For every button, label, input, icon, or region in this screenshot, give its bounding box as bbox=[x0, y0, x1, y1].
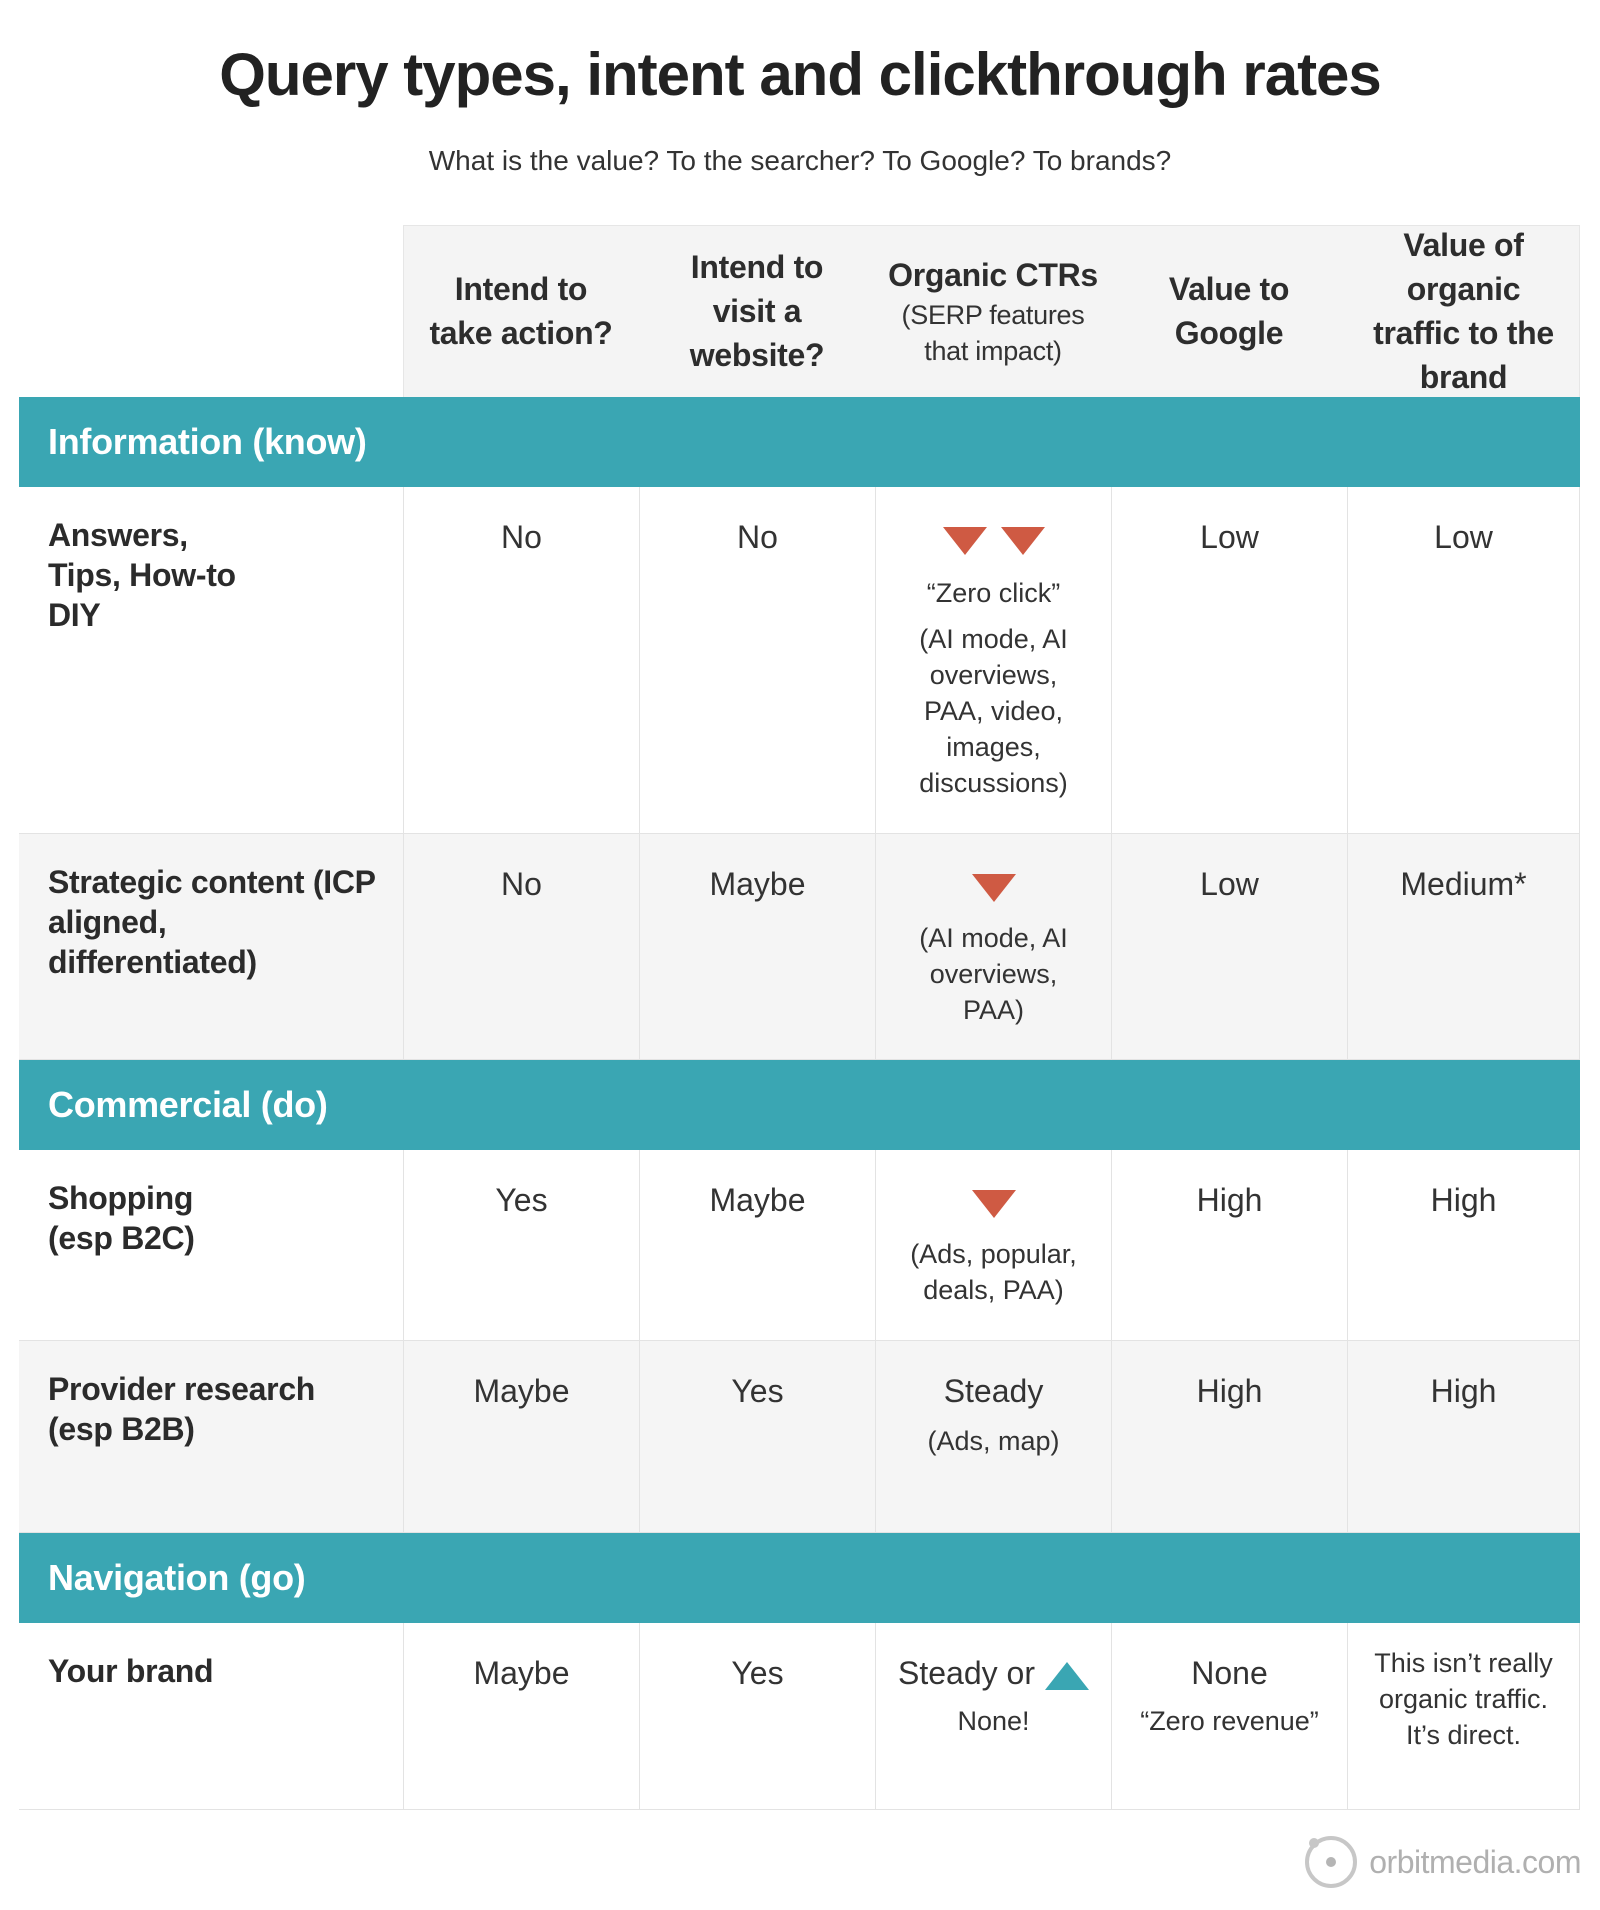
ctr-note: (AI mode, AI overviews, PAA) bbox=[919, 923, 1068, 1025]
col-header-title: Value to Google bbox=[1168, 271, 1290, 351]
ctr-note: (Ads, map) bbox=[927, 1426, 1060, 1456]
cell-value: High bbox=[1196, 1182, 1263, 1218]
cell-visit-website bbox=[639, 487, 875, 833]
table-row bbox=[19, 1341, 1580, 1533]
row-label-text: Strategic content (ICP aligned, differentiated) bbox=[48, 864, 376, 980]
cell-value: Maybe bbox=[709, 1182, 806, 1218]
col-header-title: Organic CTRs bbox=[888, 257, 1098, 293]
cell-visit-website bbox=[639, 1150, 875, 1340]
row-label bbox=[19, 834, 403, 1059]
cell-value: Medium* bbox=[1400, 866, 1527, 902]
cell-value: Yes bbox=[731, 1373, 784, 1409]
cell-value: None bbox=[1191, 1655, 1268, 1691]
cell-value: Maybe bbox=[473, 1373, 570, 1409]
cell-value: No bbox=[501, 519, 542, 555]
down-arrow-icon bbox=[972, 874, 1016, 902]
col-header-value-google bbox=[1111, 225, 1347, 397]
cell-value-brand bbox=[1347, 834, 1580, 1059]
col-header-title: Intend to take action? bbox=[429, 271, 613, 351]
ctr-label: Steady bbox=[943, 1373, 1044, 1409]
logo-text: orbitmedia.com bbox=[1369, 1843, 1581, 1880]
cell-note: “Zero revenue” bbox=[1140, 1706, 1319, 1736]
row-label-text: Answers, Tips, How-to DIY bbox=[48, 517, 236, 633]
ctr-label: “Zero click” bbox=[926, 578, 1061, 608]
cell-value-brand bbox=[1347, 1150, 1580, 1340]
cell-value: High bbox=[1196, 1373, 1263, 1409]
down-arrow-icon bbox=[943, 527, 987, 555]
ctr-note: (AI mode, AI overviews, PAA, video, images, discussions) bbox=[919, 624, 1068, 798]
table-row bbox=[19, 834, 1580, 1060]
up-arrow-icon bbox=[1045, 1662, 1089, 1690]
cell-organic-ctr bbox=[875, 834, 1111, 1059]
page-title: Query types, intent and clickthrough rates bbox=[219, 41, 1381, 108]
cell-value-google bbox=[1111, 487, 1347, 833]
row-label bbox=[19, 1150, 403, 1340]
cell-organic-ctr bbox=[875, 1341, 1111, 1532]
down-arrow-icon bbox=[1001, 527, 1045, 555]
row-label-text: Shopping (esp B2C) bbox=[48, 1180, 195, 1256]
cell-value-google bbox=[1111, 1623, 1347, 1809]
cell-value: High bbox=[1430, 1373, 1497, 1409]
section-information: Information (know) bbox=[19, 397, 1580, 487]
ctr-trend bbox=[972, 1190, 1016, 1220]
ctr-note: None! bbox=[957, 1706, 1030, 1736]
section-commercial: Commercial (do) bbox=[19, 1060, 1580, 1150]
intent-table bbox=[19, 225, 1580, 1810]
col-header-value-brand bbox=[1347, 225, 1580, 397]
col-header-subtitle: (SERP features that impact) bbox=[901, 300, 1085, 366]
cell-visit-website bbox=[639, 1341, 875, 1532]
cell-value-google bbox=[1111, 1150, 1347, 1340]
ctr-trend bbox=[943, 527, 1045, 557]
cell-organic-ctr bbox=[875, 1623, 1111, 1809]
cell-value-brand bbox=[1347, 1341, 1580, 1532]
col-header-title: Value of organic traffic to the brand bbox=[1373, 227, 1554, 395]
col-header-visit-website bbox=[639, 225, 875, 397]
ctr-trend bbox=[972, 874, 1016, 904]
ctr-label: Steady or bbox=[898, 1655, 1035, 1691]
cell-value: Low bbox=[1200, 519, 1259, 555]
cell-value-google bbox=[1111, 1341, 1347, 1532]
cell-organic-ctr bbox=[875, 1150, 1111, 1340]
cell-value: Maybe bbox=[709, 866, 806, 902]
cell-take-action bbox=[403, 1623, 639, 1809]
col-header-take-action bbox=[403, 225, 639, 397]
row-label bbox=[19, 1341, 403, 1532]
orbitmedia-logo bbox=[1305, 1836, 1581, 1888]
orbit-logo-icon bbox=[1305, 1836, 1357, 1888]
col-header-organic-ctrs bbox=[875, 225, 1111, 397]
cell-value: This isn’t really organic traffic. It’s direct. bbox=[1374, 1648, 1553, 1750]
row-label-text: Your brand bbox=[48, 1653, 214, 1689]
cell-organic-ctr bbox=[875, 487, 1111, 833]
row-label bbox=[19, 1623, 403, 1809]
cell-visit-website bbox=[639, 1623, 875, 1809]
cell-value-brand bbox=[1347, 487, 1580, 833]
cell-take-action bbox=[403, 1341, 639, 1532]
cell-value: High bbox=[1430, 1182, 1497, 1218]
col-header-title: Intend to visit a website? bbox=[689, 249, 825, 373]
cell-value: Maybe bbox=[473, 1655, 570, 1691]
page-subtitle: What is the value? To the searcher? To Google? To brands? bbox=[428, 145, 1172, 176]
table-row bbox=[19, 1150, 1580, 1341]
row-label-text: Provider research (esp B2B) bbox=[48, 1371, 316, 1447]
ctr-trend bbox=[898, 1653, 1089, 1693]
down-arrow-icon bbox=[972, 1190, 1016, 1218]
cell-value-brand bbox=[1347, 1623, 1580, 1809]
cell-value: Low bbox=[1434, 519, 1493, 555]
cell-value: No bbox=[501, 866, 542, 902]
cell-value: Yes bbox=[731, 1655, 784, 1691]
section-navigation: Navigation (go) bbox=[19, 1533, 1580, 1623]
cell-visit-website bbox=[639, 834, 875, 1059]
cell-value: Low bbox=[1200, 866, 1259, 902]
cell-take-action bbox=[403, 834, 639, 1059]
cell-take-action bbox=[403, 487, 639, 833]
cell-value: Yes bbox=[495, 1182, 548, 1218]
cell-value: No bbox=[737, 519, 778, 555]
ctr-note: (Ads, popular, deals, PAA) bbox=[910, 1239, 1077, 1305]
table-row bbox=[19, 1623, 1580, 1810]
cell-take-action bbox=[403, 1150, 639, 1340]
row-label bbox=[19, 487, 403, 833]
table-header bbox=[19, 225, 1580, 397]
cell-value-google bbox=[1111, 834, 1347, 1059]
table-row bbox=[19, 487, 1580, 834]
